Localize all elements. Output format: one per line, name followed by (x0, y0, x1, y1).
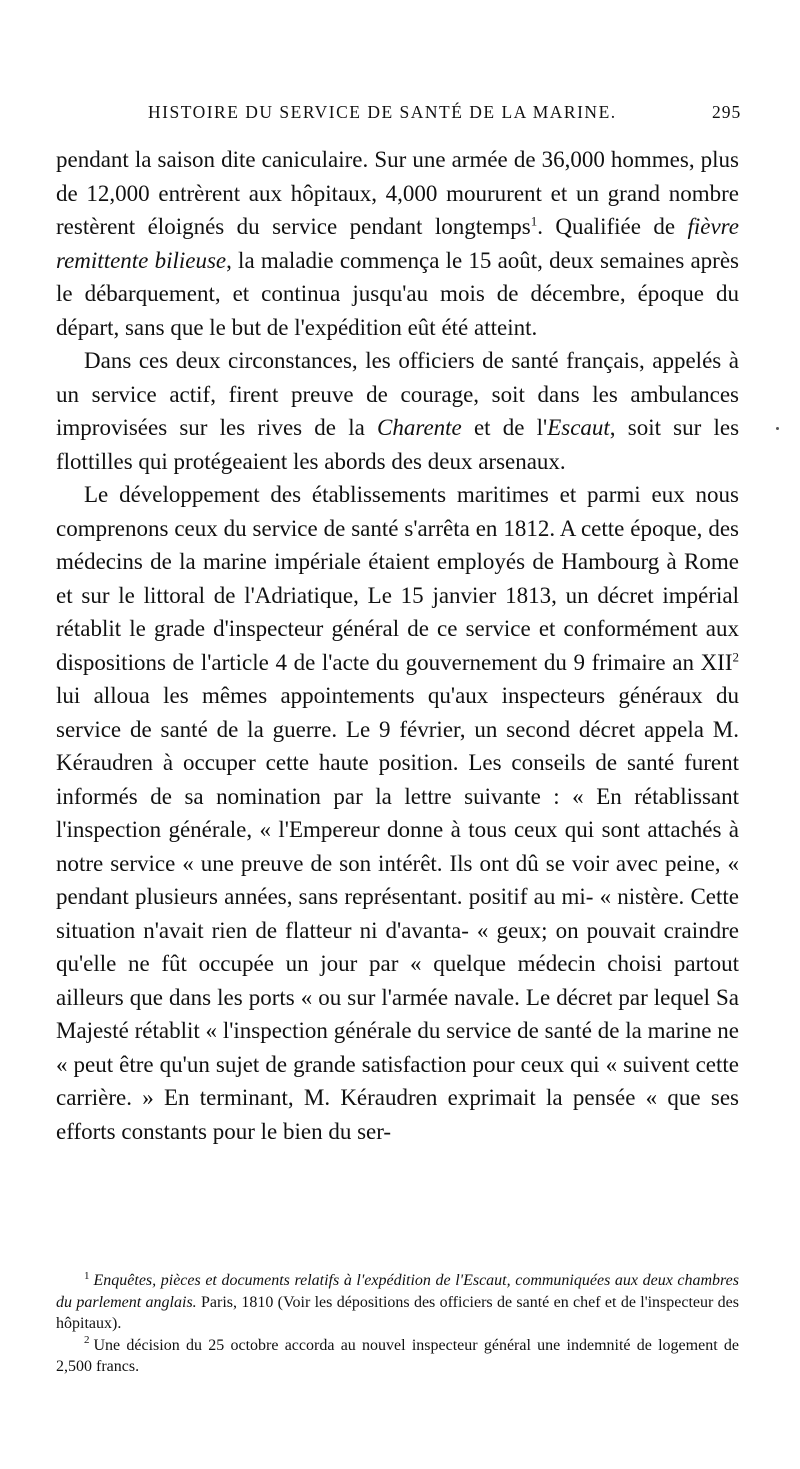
paragraph-1-text: pendant la saison dite caniculaire. Sur une armée de 36,000 hommes, plus de 12,000 entrèrent aux hôpitaux, 4,000 moururent et un grand nombre restèrent éloignés du service pendant longtemps (56, 147, 739, 239)
footnote-1-italic: Enquêtes, pièces et documents relatifs à l'expédition de l'Escaut, communiquées aux deux chambres du parlement anglais. (56, 1272, 739, 1311)
footnote-2 (56, 1335, 739, 1378)
paragraph-2-italic-charente: Charente (377, 415, 462, 440)
paragraph-2-text: Dans ces deux circonstances, les officiers de santé français, appelés à un service actif, firent preuve de courage, soit dans les ambulances improvisées sur les rives de la (56, 348, 739, 440)
running-head (0, 102, 800, 132)
scan-speck (776, 427, 779, 430)
footnotes (56, 1270, 739, 1378)
footnote-1-mark: 1 (84, 1269, 90, 1282)
footnote-1 (56, 1270, 739, 1335)
paragraph-3-text: Le développement des établissements maritimes et parmi eux nous comprenons ceux du service de santé s'arrêta en 1812. A cette époque, des médecins de la marine impériale étaient employés de Hambourg à Rome et sur le littoral de l'Adriatique, Le 15 janvier 1813, un décret impérial rétablit le grade d'inspecteur général de ce service et conformément aux dispositions de l'article 4 de l'acte du gouvernement du 9 frimaire an XII (56, 482, 739, 675)
paragraph-1-text-c: , la maladie commença le 15 août, deux semaines après le débarquement, et continua jusqu'au mois de décembre, époque du départ, sans que le but de l'expédition eût été atteint. (56, 247, 740, 340)
paragraph-2-text-b: et de l' (461, 415, 548, 440)
footnote-2-mark: 2 (84, 1334, 90, 1347)
paragraph-3-text-b: lui alloua les mêmes appointements qu'aux inspecteurs généraux du service de santé de la guerre. Le 9 février, un second décret appela M. Kéraudren à occuper cette haute position. Les conseils de santé furent informés de sa nomination par la lettre suivante : « En rétablissant l'inspection générale, « l'Empereur donne à tous ceux qui sont attachés à notre service « une preuve de son intérêt. Ils ont dû se voir avec peine, « pendant plusieurs années, sans représentant. positif au mi- « nistère. Cette situation n'avait rien de flatteur ni d'avanta- « geux; on pouvait craindre qu'elle ne fût occupée un jour par « quelque médecin choisi partout ailleurs que dans les ports « ou sur l'armée navale. Le décret par lequel Sa Majesté rétablit « l'inspection générale du service de santé de la marine ne « peut être qu'un sujet de grande satisfaction pour ceux qui « suivent cette carrière. » En terminant, M. Kéraudren exprimait la pensée « que ses efforts constants pour le bien du ser- (56, 683, 739, 1144)
paragraph-3 (56, 478, 739, 1148)
paragraph-1-text-b: . Qualifiée de (537, 214, 688, 239)
paragraph-2-text-c: , soit sur les flottilles qui protégeaient les abords des deux arsenaux. (56, 415, 740, 474)
paragraph-1-italic: fièvre remittente bilieuse (56, 214, 739, 273)
footnote-2-text: Une décision du 25 octobre accorda au nouvel inspecteur général une indemnité de logement de 2,500 francs. (56, 1336, 739, 1375)
paragraph-2-italic-escaut: Escaut (547, 415, 610, 440)
paragraph-1 (56, 143, 739, 344)
footnote-ref-1: 1 (530, 213, 538, 229)
page-number: 295 (712, 102, 742, 122)
body-text (56, 143, 739, 1148)
footnote-1-text: Paris, 1810 (Voir les dépositions des officiers de santé en chef et de l'inspecteur des hôpitaux). (56, 1293, 739, 1332)
paragraph-2 (56, 344, 739, 478)
footnote-ref-2: 2 (732, 648, 739, 664)
running-head-title: HISTOIRE DU SERVICE DE SANTÉ DE LA MARINE. (148, 102, 617, 122)
